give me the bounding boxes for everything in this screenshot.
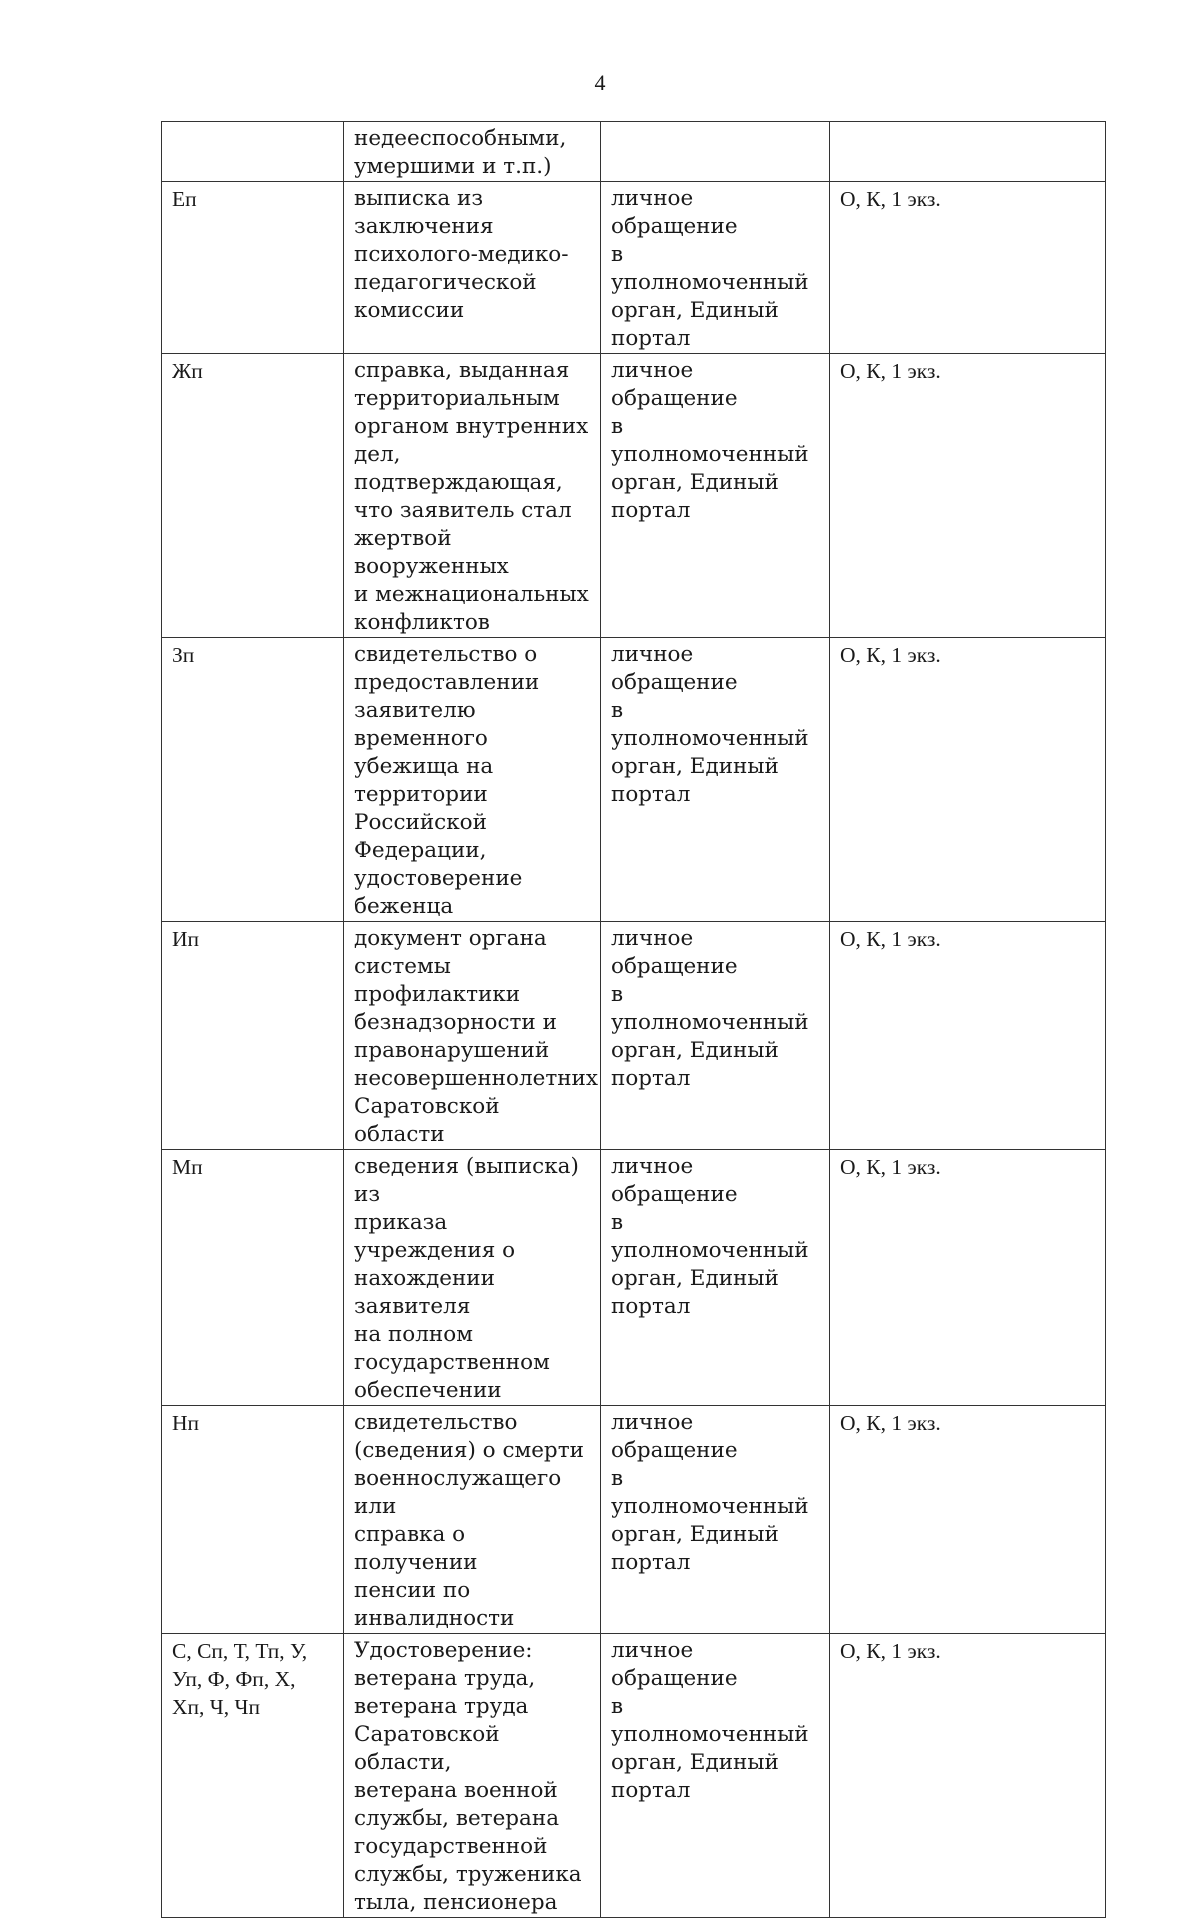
document-name-cell: недееспособными, умершими и т.п.) <box>344 122 601 182</box>
category-code-cell: С, Сп, Т, Тп, У, Уп, Ф, Фп, Х, Хп, Ч, Чп <box>162 1634 344 1918</box>
category-code-cell: Нп <box>162 1406 344 1634</box>
category-code-cell: Жп <box>162 354 344 638</box>
document-format-cell: О, К, 1 экз. <box>830 1634 1106 1918</box>
category-code-cell: Еп <box>162 182 344 354</box>
document-format-cell: О, К, 1 экз. <box>830 922 1106 1150</box>
category-code-cell: Ип <box>162 922 344 1150</box>
page-number: 4 <box>594 70 606 95</box>
document-format-cell: О, К, 1 экз. <box>830 182 1106 354</box>
submission-method-cell: личное обращение в уполномоченный орган, Единый портал <box>601 1634 830 1918</box>
document-format-cell: О, К, 1 экз. <box>830 354 1106 638</box>
document-format-cell: О, К, 1 экз. <box>830 1150 1106 1406</box>
document-name-cell: Удостоверение: ветерана труда, ветерана труда Саратовской области, ветерана военной службы, ветерана государственной службы, труженика тыла, пенсионера <box>344 1634 601 1918</box>
category-code-cell <box>162 122 344 182</box>
documents-table <box>161 121 1106 1918</box>
document-format-cell <box>830 122 1106 182</box>
document-name-cell: документ органа системы профилактики безнадзорности и правонарушений несовершеннолетних Саратовской области <box>344 922 601 1150</box>
submission-method-cell: личное обращение в уполномоченный орган, Единый портал <box>601 182 830 354</box>
table-row <box>162 1634 1106 1918</box>
submission-method-cell: личное обращение в уполномоченный орган, Единый портал <box>601 1406 830 1634</box>
document-name-cell: сведения (выписка) из приказа учреждения о нахождении заявителя на полном государственном обеспечении <box>344 1150 601 1406</box>
submission-method-cell: личное обращение в уполномоченный орган, Единый портал <box>601 354 830 638</box>
document-format-cell: О, К, 1 экз. <box>830 638 1106 922</box>
submission-method-cell: личное обращение в уполномоченный орган, Единый портал <box>601 922 830 1150</box>
document-format-cell: О, К, 1 экз. <box>830 1406 1106 1634</box>
submission-method-cell: личное обращение в уполномоченный орган, Единый портал <box>601 1150 830 1406</box>
document-name-cell: справка, выданная территориальным органом внутренних дел, подтверждающая, что заявитель стал жертвой вооруженных и межнациональных конфликтов <box>344 354 601 638</box>
table-row <box>162 182 1106 354</box>
table-row <box>162 122 1106 182</box>
document-name-cell: свидетельство о предоставлении заявителю временного убежища на территории Российской Федерации, удостоверение беженца <box>344 638 601 922</box>
category-code-cell: Зп <box>162 638 344 922</box>
table-row <box>162 354 1106 638</box>
submission-method-cell <box>601 122 830 182</box>
document-name-cell: выписка из заключения психолого-медико- педагогической комиссии <box>344 182 601 354</box>
table-row <box>162 1406 1106 1634</box>
submission-method-cell: личное обращение в уполномоченный орган, Единый портал <box>601 638 830 922</box>
table-row <box>162 638 1106 922</box>
table-row <box>162 1150 1106 1406</box>
table-row <box>162 922 1106 1150</box>
category-code-cell: Мп <box>162 1150 344 1406</box>
document-name-cell: свидетельство (сведения) о смерти военнослужащего или справка о получении пенсии по инвалидности <box>344 1406 601 1634</box>
